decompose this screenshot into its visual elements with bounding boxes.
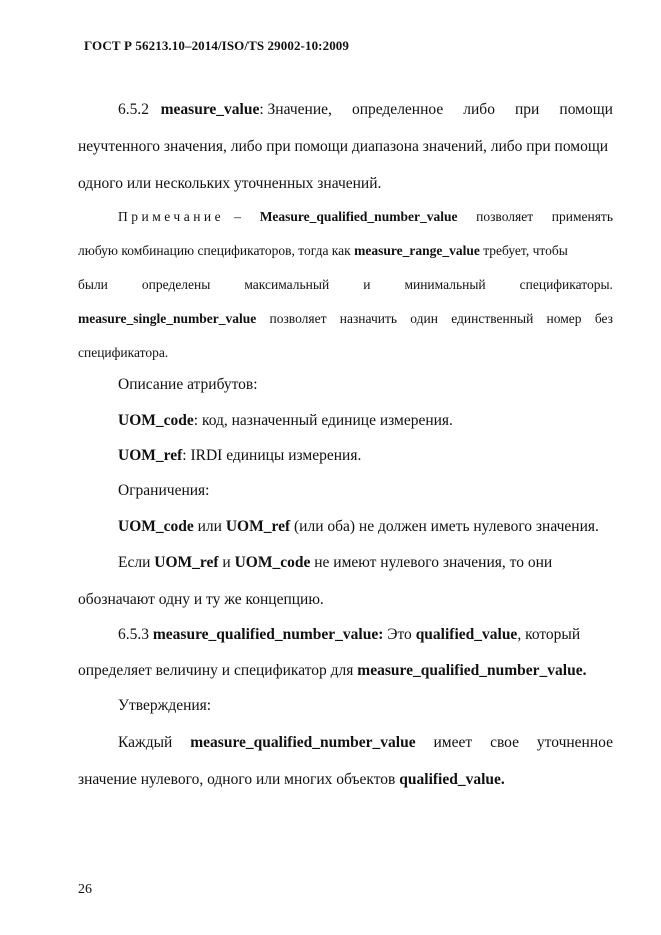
constraint-line-2: Если UOM_ref и UOM_code не имеют нулевого значения, то они xyxy=(118,554,553,571)
term-measure-range-value: measure_range_value xyxy=(354,243,480,258)
attributes-heading: Описание атрибутов: xyxy=(118,376,258,393)
term-measure-value: measure_value xyxy=(160,101,260,118)
term-measure-single-number-value: measure_single_number_value xyxy=(78,311,257,326)
term-measure-qualified-number-value: Measure_qualified_number_value xyxy=(259,209,458,224)
constraint-line-3: обозначают одну и ту же концепцию. xyxy=(78,591,324,608)
document-header: ГОСТ Р 56213.10–2014/ISO/TS 29002-10:2009 xyxy=(84,38,350,53)
section-653-line-2: определяет величину и спецификатор для measure_qualified_number_value. xyxy=(78,662,587,679)
attribute-uom-code: UOM_code: код, назначенный единице измерения. xyxy=(118,412,453,429)
constraints-heading: Ограничения: xyxy=(118,482,210,499)
constraint-line-1: UOM_code или UOM_ref (или оба) не должен иметь нулевого значения. xyxy=(118,518,599,535)
section-652-line-3: одного или нескольких уточненных значений. xyxy=(78,175,382,192)
note-line-3: были определены максимальный и минимальный спецификаторы. xyxy=(78,277,613,292)
assertion-line-1: Каждый measure_qualified_number_value имеет свое уточненное xyxy=(118,734,613,751)
attribute-uom-ref: UOM_ref: IRDI единицы измерения. xyxy=(118,447,362,464)
note-line-5: спецификатора. xyxy=(78,345,169,360)
section-652-line-2: неучтенного значения, либо при помощи диапазона значений, либо при помощи xyxy=(78,138,609,155)
term-measure-qualified-number-value-653: measure_qualified_number_value: xyxy=(152,626,384,643)
page-number: 26 xyxy=(78,882,92,897)
section-653-line-1: 6.5.3 measure_qualified_number_value: Это qualified_value, который xyxy=(118,626,581,643)
assertions-heading: Утверждения: xyxy=(118,697,212,714)
note-line-4: measure_single_number_value позволяет назначить один единственный номер без xyxy=(78,311,613,326)
note-line-1: Примечание – Measure_qualified_number_value позволяет применять xyxy=(118,209,613,224)
note-label: Примечание xyxy=(118,209,225,224)
note-line-2: любую комбинацию спецификаторов, тогда как measure_range_value требует, чтобы xyxy=(78,243,568,258)
assertion-line-2: значение нулевого, одного или многих объектов qualified_value. xyxy=(78,771,505,788)
section-652-line-1: 6.5.2 measure_value: Значение, определенное либо при помощи xyxy=(118,101,613,118)
section-number: 6.5.2 measure_value: Значение, xyxy=(118,101,332,118)
